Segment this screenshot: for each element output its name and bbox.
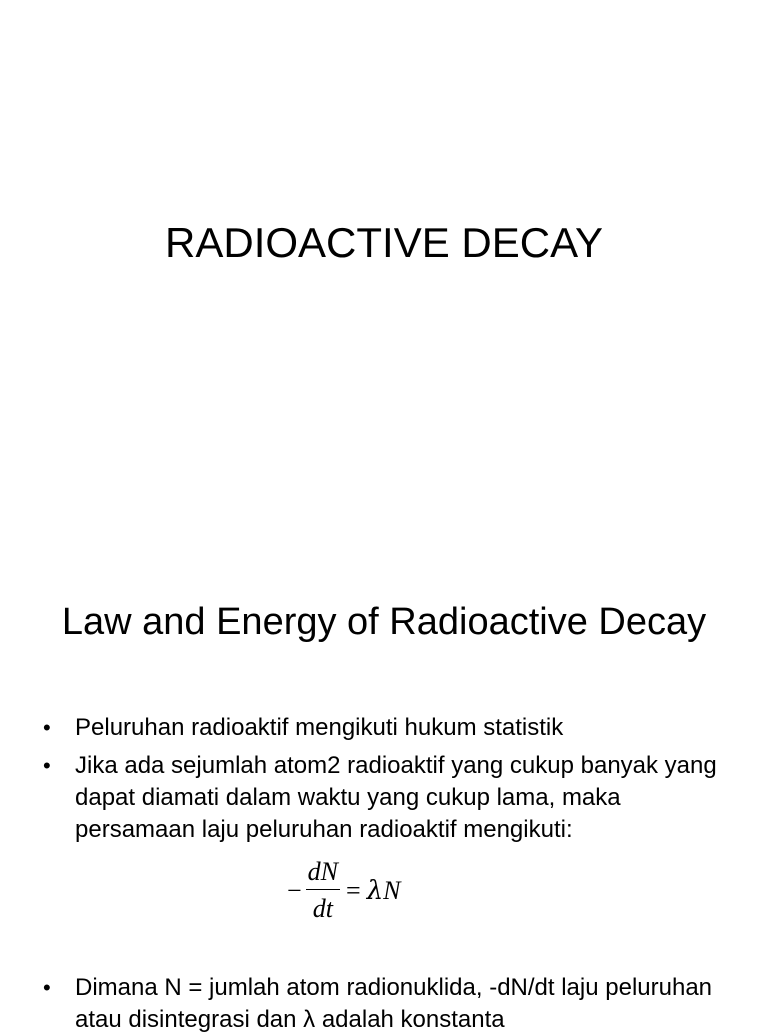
bullet-dot: • xyxy=(43,753,51,778)
formula-variable-n: N xyxy=(383,875,401,905)
slide-title: RADIOACTIVE DECAY xyxy=(165,219,603,266)
bullet-item xyxy=(0,712,768,744)
formula-minus-sign: − xyxy=(287,875,302,905)
bullet-item xyxy=(0,972,768,1036)
formula-denominator: dt xyxy=(312,894,333,923)
bullet-dot: • xyxy=(43,975,51,1000)
formula-lambda: λ xyxy=(366,875,384,906)
formula-fraction xyxy=(306,857,340,924)
bullet-text: Peluruhan radioaktif mengikuti hukum statistik xyxy=(75,714,564,741)
formula-equals: = xyxy=(346,875,361,905)
bullet-text: Dimana N = jumlah atom radionuklida, -dN/dt laju peluruhan atau disintegrasi dan λ adalah konstanta xyxy=(75,974,713,1033)
content-slide-title: Law and Energy of Radioactive Decay xyxy=(61,601,707,643)
formula-numerator: dN xyxy=(306,857,340,890)
bullet-dot: • xyxy=(43,715,51,740)
content-slide xyxy=(0,560,768,1033)
decay-rate-formula xyxy=(287,857,401,924)
bullet-text: Jika ada sejumlah atom2 radioaktif yang cukup banyak yang dapat diamati dalam waktu yang cukup lama, maka persamaan laju peluruhan radioaktif mengikuti: xyxy=(75,752,717,843)
